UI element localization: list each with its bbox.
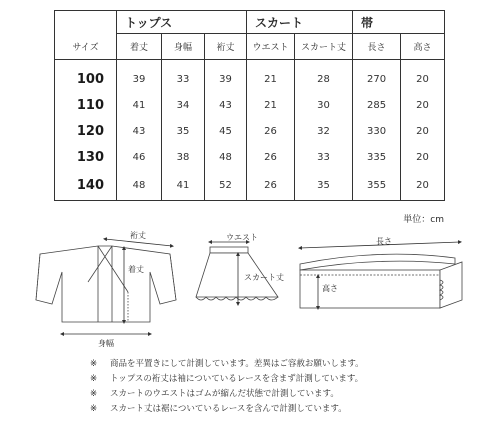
table-cell: 285: [353, 92, 401, 118]
group-tops: トップス: [117, 11, 247, 34]
table-cell: 39: [205, 60, 247, 93]
table-row: [55, 170, 445, 201]
table-cell: 33: [162, 60, 205, 93]
kitake-label: 着丈: [128, 265, 144, 274]
table-cell: 20: [401, 92, 445, 118]
table-cell: 41: [117, 92, 162, 118]
table-cell: 48: [117, 170, 162, 201]
note-text: スカート丈は裾についているレースを含んで計測しています。: [110, 404, 347, 414]
note-text: トップスの裄丈は袖についているレースを含まず計測しています。: [110, 374, 364, 384]
table-row: [55, 118, 445, 144]
obi-diagram: [300, 254, 462, 308]
col-obi-height: 高さ: [401, 34, 445, 60]
mihaba-label: 身幅: [98, 339, 114, 348]
note-item: [90, 402, 364, 417]
table-cell: 33: [295, 144, 353, 170]
table-cell: 26: [247, 144, 295, 170]
table-cell: 335: [353, 144, 401, 170]
table-cell: 35: [162, 118, 205, 144]
col-waist: ウエスト: [247, 34, 295, 60]
note-mark: ※: [90, 404, 98, 414]
table-cell: 26: [247, 170, 295, 201]
note-item: [90, 357, 364, 372]
col-kitake: 着丈: [117, 34, 162, 60]
table-cell: 21: [247, 92, 295, 118]
note-mark: ※: [90, 374, 98, 384]
size-table: [54, 10, 445, 201]
kimono-top-diagram: [36, 246, 176, 322]
note-text: 商品を平置きにして計測しています。差異はご容赦お願いします。: [110, 359, 364, 369]
table-cell: 26: [247, 118, 295, 144]
table-cell: 38: [162, 144, 205, 170]
notes-list: [90, 357, 364, 417]
table-cell: 43: [205, 92, 247, 118]
skirt-length-label: スカート丈: [244, 273, 284, 282]
table-cell: 21: [247, 60, 295, 93]
group-obi: 帯: [353, 11, 445, 34]
waist-label: ウエスト: [226, 233, 258, 242]
obi-length-label: 長さ: [376, 237, 392, 246]
note-mark: ※: [90, 359, 98, 369]
table-cell: 39: [117, 60, 162, 93]
table-cell: 34: [162, 92, 205, 118]
table-cell: 32: [295, 118, 353, 144]
note-item: [90, 372, 364, 387]
note-item: [90, 387, 364, 402]
table-cell: 28: [295, 60, 353, 93]
unit-label: 単位：cm: [403, 215, 444, 225]
col-skirt-length: スカート丈: [295, 34, 353, 60]
table-cell: 52: [205, 170, 247, 201]
table-cell: 41: [162, 170, 205, 201]
obi-height-label: 高さ: [322, 284, 338, 293]
size-cell: 120: [55, 118, 117, 144]
table-cell: 270: [353, 60, 401, 93]
table-cell: 30: [295, 92, 353, 118]
table-row: [55, 92, 445, 118]
table-row: [55, 144, 445, 170]
size-cell: 130: [55, 144, 117, 170]
group-header-row: [55, 11, 445, 34]
table-row: [55, 60, 445, 93]
column-header-row: [55, 34, 445, 60]
table-cell: 48: [205, 144, 247, 170]
col-yuki: 裄丈: [205, 34, 247, 60]
note-text: スカートのウエストはゴムが縮んだ状態で計測しています。: [110, 389, 339, 399]
table-cell: 20: [401, 118, 445, 144]
table-cell: 35: [295, 170, 353, 201]
table-cell: 20: [401, 60, 445, 93]
table-cell: 20: [401, 144, 445, 170]
corner-cell: [55, 11, 117, 34]
size-header: サイズ: [55, 34, 117, 60]
col-obi-length: 長さ: [353, 34, 401, 60]
table-cell: 45: [205, 118, 247, 144]
yuki-label: 裄丈: [130, 231, 146, 240]
table-cell: 43: [117, 118, 162, 144]
col-mihaba: 身幅: [162, 34, 205, 60]
table-cell: 355: [353, 170, 401, 201]
size-cell: 110: [55, 92, 117, 118]
note-mark: ※: [90, 389, 98, 399]
size-cell: 100: [55, 60, 117, 93]
group-skirt: スカート: [247, 11, 353, 34]
size-cell: 140: [55, 170, 117, 201]
table-cell: 46: [117, 144, 162, 170]
table-cell: 20: [401, 170, 445, 201]
table-cell: 330: [353, 118, 401, 144]
